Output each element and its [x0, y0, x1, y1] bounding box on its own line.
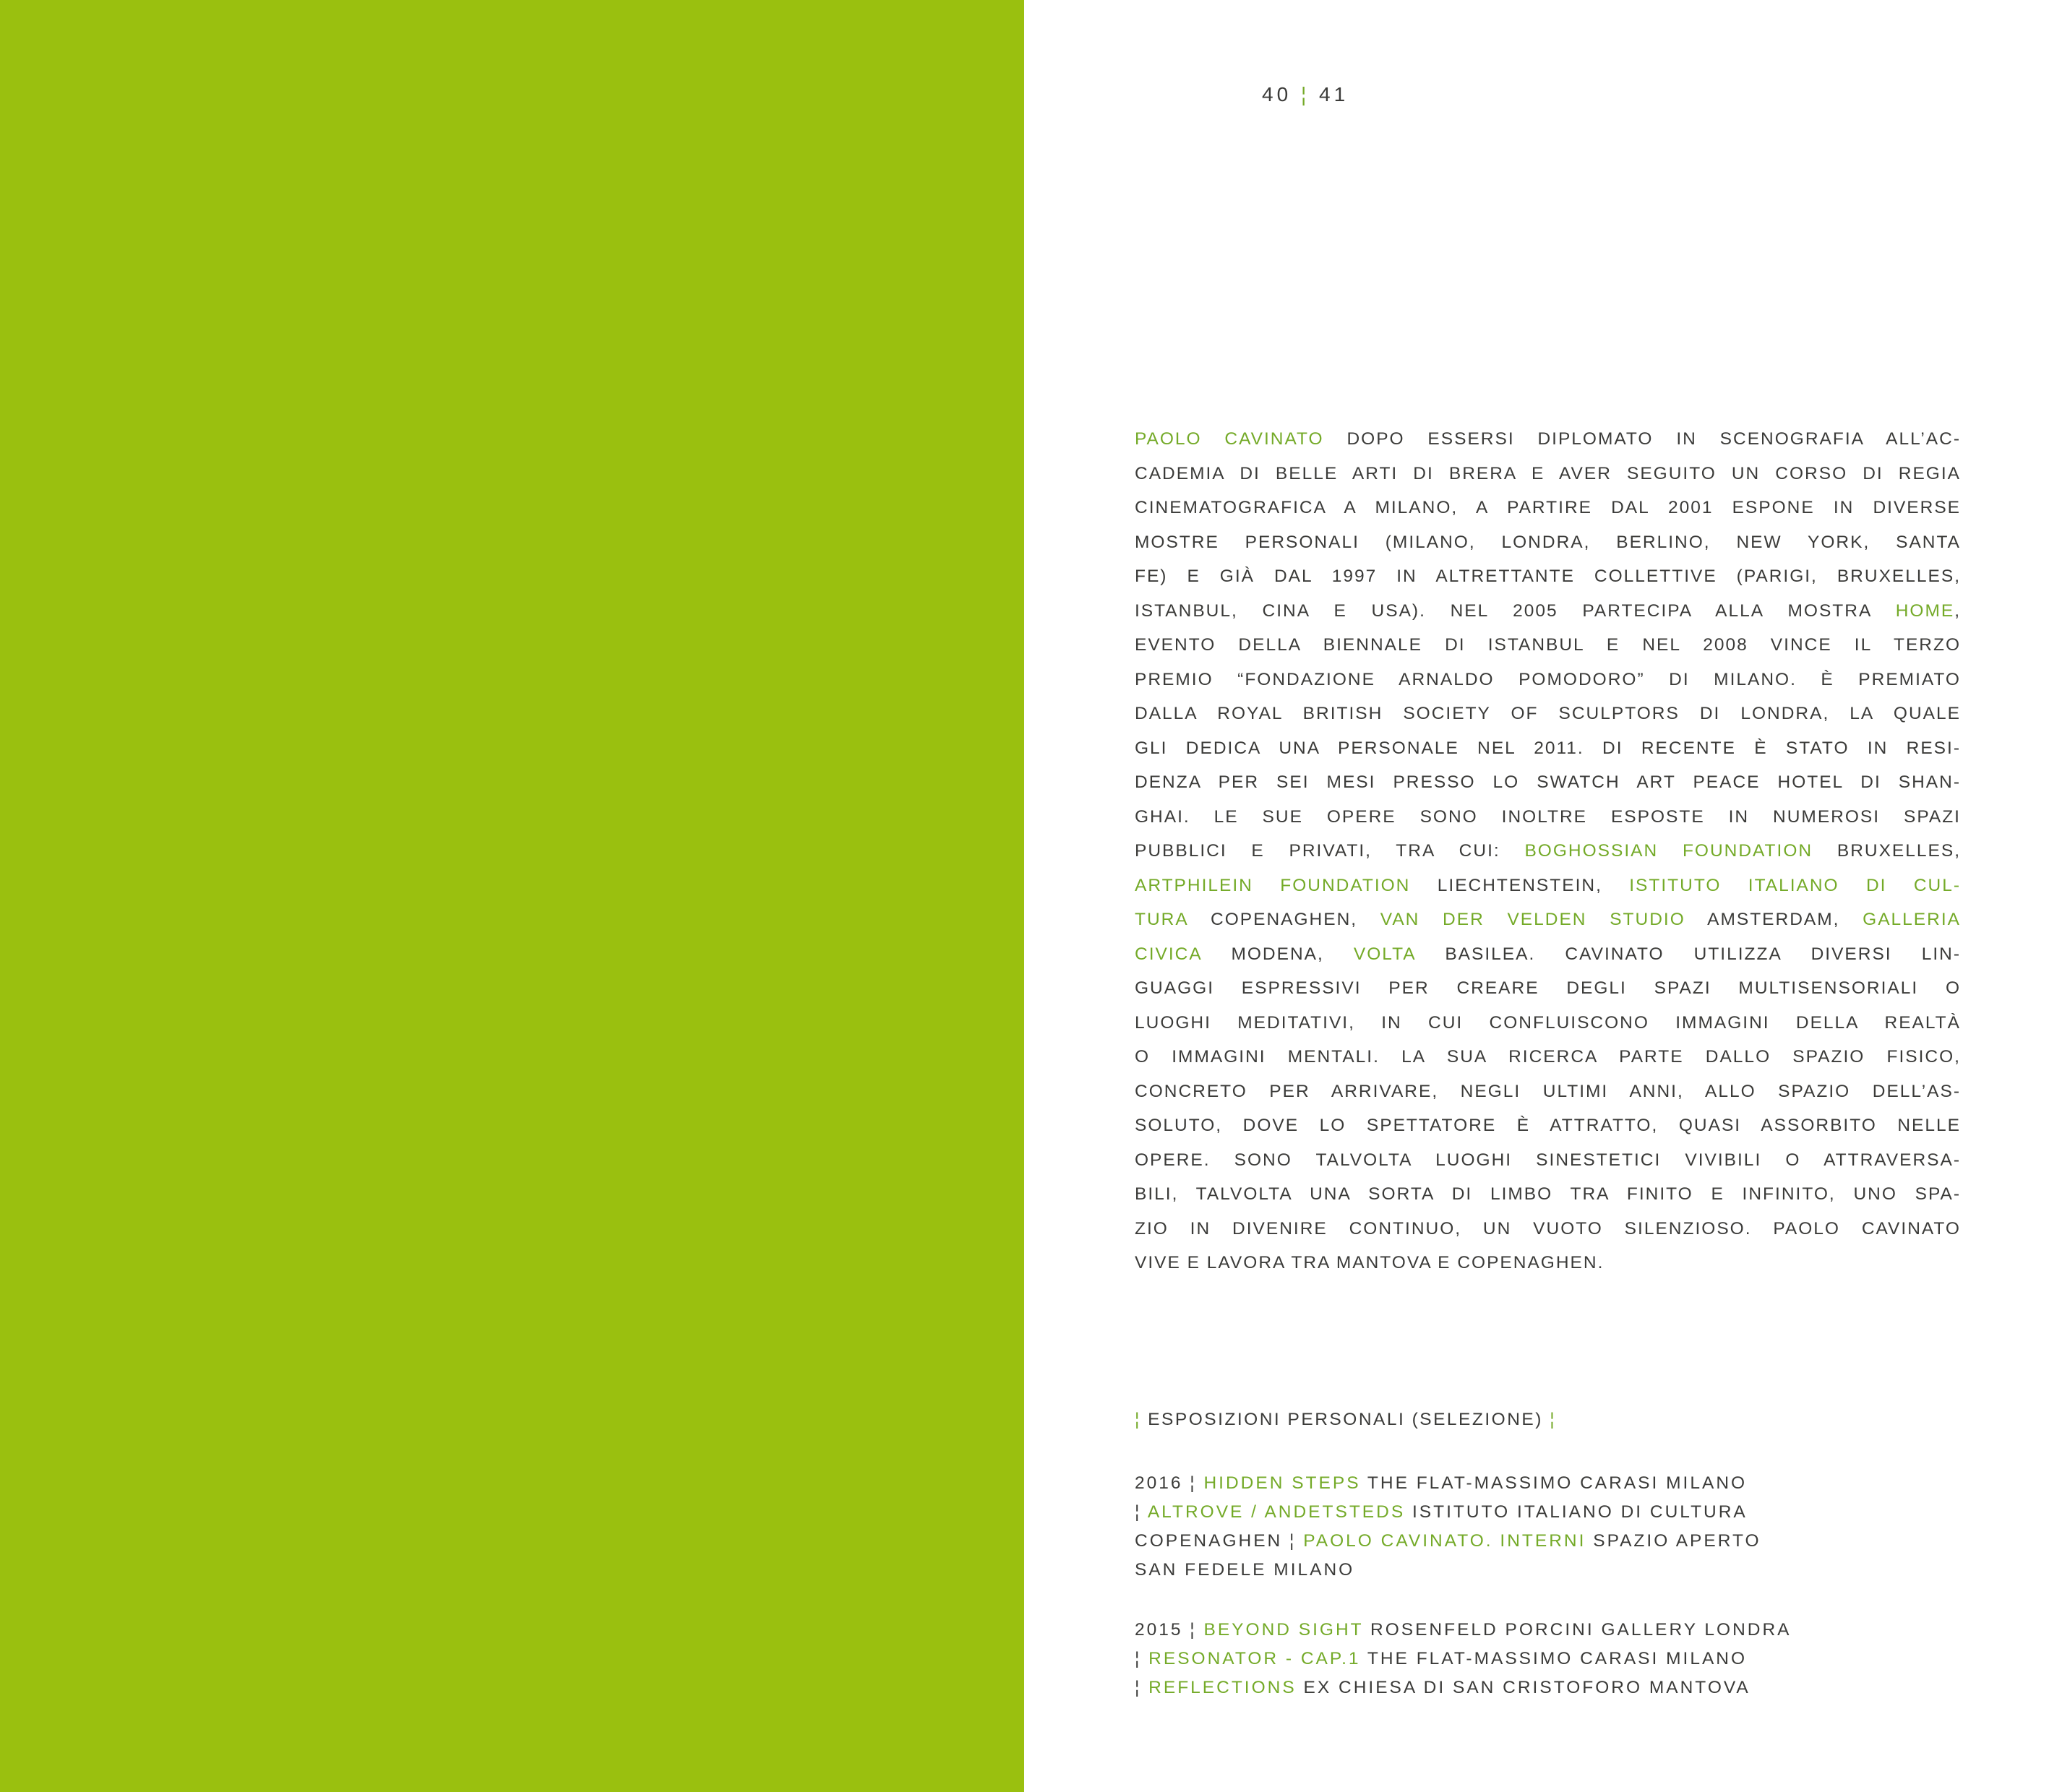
text-line — [1135, 1498, 1761, 1527]
plain-text: ZIO IN DIVENIRE CONTINUO, UN VUOTO SILENZIOSO. PAOLO CAVINATO — [1135, 1218, 1961, 1239]
text-line — [1135, 594, 1961, 629]
left-page-color-panel — [0, 0, 1024, 1792]
highlighted-text: REFLECTIONS — [1148, 1678, 1297, 1697]
plain-text: BASILEA. CAVINATO UTILIZZA DIVERSI LIN- — [1415, 944, 1961, 964]
text-line — [1135, 525, 1961, 560]
text-line — [1135, 731, 1961, 766]
plain-text: THE FLAT-MASSIMO CARASI MILANO — [1360, 1649, 1748, 1668]
highlighted-text: BOGHOSSIAN FOUNDATION — [1524, 841, 1813, 861]
plain-text: VIVE E LAVORA TRA MANTOVA E COPENAGHEN. — [1135, 1253, 1605, 1272]
plain-text: BRUXELLES, — [1813, 841, 1962, 861]
text-line — [1135, 937, 1961, 972]
page-numbers — [1262, 84, 1349, 105]
plain-text: ISTANBUL, CINA E USA). NEL 2005 PARTECIPA ALLA MOSTRA — [1135, 600, 1896, 621]
plain-text: GUAGGI ESPRESSIVI PER CREARE DEGLI SPAZI MULTISENSORIALI O — [1135, 978, 1961, 998]
text-line — [1135, 1212, 1961, 1246]
text-line — [1135, 1040, 1961, 1074]
text-line — [1135, 869, 1961, 903]
plain-text: BILI, TALVOLTA UNA SORTA DI LIMBO TRA FINITO E INFINITO, UNO SPA- — [1135, 1184, 1961, 1204]
plain-text: LIECHTENSTEIN, — [1410, 875, 1630, 895]
plain-text: DALLA ROYAL BRITISH SOCIETY OF SCULPTORS DI LONDRA, LA QUALE — [1135, 704, 1961, 723]
highlighted-text: ¦ — [1550, 1410, 1557, 1429]
text-line — [1135, 1108, 1961, 1143]
plain-text: 2016 ¦ — [1135, 1473, 1204, 1493]
highlighted-text: HOME — [1895, 600, 1955, 621]
plain-text: GLI DEDICA UNA PERSONALE NEL 2011. DI RECENTE È STATO IN RESI- — [1135, 738, 1961, 758]
plain-text: COPENAGHEN ¦ — [1135, 1531, 1304, 1551]
text-line — [1135, 971, 1961, 1006]
exhibition-group-2015 — [1135, 1616, 1792, 1702]
highlighted-text: CIVICA — [1135, 944, 1202, 964]
plain-text: ROSENFELD PORCINI GALLERY LONDRA — [1363, 1620, 1792, 1640]
text-line — [1135, 663, 1961, 697]
section-title-esposizioni-personali — [1135, 1408, 1556, 1432]
artist-bio-paragraph — [1135, 422, 1961, 1280]
highlighted-text: ISTITUTO ITALIANO DI CUL- — [1629, 875, 1961, 895]
text-line — [1135, 1246, 1961, 1280]
text-line — [1135, 834, 1961, 869]
text-line — [1135, 903, 1961, 937]
plain-text: SPAZIO APERTO — [1586, 1531, 1761, 1551]
plain-text: SAN FEDELE MILANO — [1135, 1560, 1355, 1580]
text-line — [1135, 457, 1961, 491]
plain-text: ¦ — [1135, 1678, 1149, 1697]
highlighted-text: ¦ — [1300, 83, 1310, 105]
highlighted-text: HIDDEN STEPS — [1203, 1473, 1361, 1493]
plain-text: OPERE. SONO TALVOLTA LUOGHI SINESTETICI VIVIBILI O ATTRAVERSA- — [1135, 1150, 1961, 1170]
text-line — [1135, 1006, 1961, 1041]
plain-text: ISTITUTO ITALIANO DI CULTURA — [1405, 1502, 1748, 1522]
text-line — [1135, 1645, 1792, 1673]
exhibition-group-2016 — [1135, 1469, 1761, 1585]
text-line — [1135, 628, 1961, 663]
plain-text: 41 — [1310, 83, 1349, 105]
plain-text: THE FLAT-MASSIMO CARASI MILANO — [1360, 1473, 1748, 1493]
plain-text: ¦ — [1135, 1502, 1148, 1522]
text-line — [1135, 491, 1961, 525]
highlighted-text: GALLERIA — [1863, 910, 1961, 929]
plain-text: ESPOSIZIONI PERSONALI (SELEZIONE) — [1141, 1410, 1550, 1429]
plain-text: GHAI. LE SUE OPERE SONO INOLTRE ESPOSTE IN NUMEROSI SPAZI — [1135, 806, 1961, 827]
highlighted-text: ALTROVE / ANDETSTEDS — [1147, 1502, 1406, 1522]
highlighted-text: VOLTA — [1353, 944, 1416, 964]
highlighted-text: PAOLO CAVINATO — [1135, 429, 1324, 449]
text-line — [1135, 1556, 1761, 1585]
highlighted-text: ¦ — [1135, 1410, 1141, 1429]
plain-text: COPENAGHEN, — [1187, 910, 1380, 929]
plain-text: MOSTRE PERSONALI (MILANO, LONDRA, BERLINO, NEW YORK, SANTA — [1135, 532, 1961, 552]
plain-text: , — [1954, 600, 1961, 621]
highlighted-text: TURA — [1135, 910, 1188, 929]
text-line — [1135, 800, 1961, 835]
text-line — [1135, 1469, 1761, 1498]
text-line — [1135, 559, 1961, 594]
plain-text: ¦ — [1135, 1649, 1149, 1668]
text-line — [1135, 1673, 1792, 1702]
plain-text: EVENTO DELLA BIENNALE DI ISTANBUL E NEL 2008 VINCE IL TERZO — [1135, 635, 1961, 655]
plain-text: MODENA, — [1201, 944, 1354, 964]
text-line — [1135, 422, 1961, 457]
highlighted-text: RESONATOR - CAP.1 — [1148, 1649, 1361, 1668]
plain-text: PUBBLICI E PRIVATI, TRA CUI: — [1135, 841, 1525, 861]
plain-text: LUOGHI MEDITATIVI, IN CUI CONFLUISCONO IMMAGINI DELLA REALTÀ — [1135, 1012, 1961, 1033]
plain-text: 40 — [1262, 83, 1301, 105]
text-line — [1135, 765, 1961, 800]
plain-text: CONCRETO PER ARRIVARE, NEGLI ULTIMI ANNI, ALLO SPAZIO DELL’AS- — [1135, 1081, 1961, 1101]
highlighted-text: VAN DER VELDEN STUDIO — [1380, 910, 1685, 929]
plain-text: CINEMATOGRAFICA A MILANO, A PARTIRE DAL 2001 ESPONE IN DIVERSE — [1135, 498, 1961, 517]
highlighted-text: BEYOND SIGHT — [1203, 1620, 1364, 1640]
plain-text: CADEMIA DI BELLE ARTI DI BRERA E AVER SEGUITO UN CORSO DI REGIA — [1135, 463, 1961, 483]
plain-text: EX CHIESA DI SAN CRISTOFORO MANTOVA — [1296, 1678, 1751, 1697]
plain-text: DOPO ESSERSI DIPLOMATO IN SCENOGRAFIA ALL’AC- — [1323, 429, 1961, 449]
text-line — [1135, 1143, 1961, 1178]
plain-text: 2015 ¦ — [1135, 1620, 1204, 1640]
text-line — [1135, 1616, 1792, 1645]
highlighted-text: ARTPHILEIN FOUNDATION — [1135, 875, 1411, 895]
text-line — [1135, 1177, 1961, 1212]
text-line — [1135, 697, 1961, 731]
plain-text: PREMIO “FONDAZIONE ARNALDO POMODORO” DI MILANO. È PREMIATO — [1135, 669, 1961, 689]
plain-text: DENZA PER SEI MESI PRESSO LO SWATCH ART PEACE HOTEL DI SHAN- — [1135, 772, 1961, 792]
plain-text: AMSTERDAM, — [1685, 910, 1863, 929]
plain-text: SOLUTO, DOVE LO SPETTATORE È ATTRATTO, QUASI ASSORBITO NELLE — [1135, 1116, 1961, 1135]
highlighted-text: PAOLO CAVINATO. INTERNI — [1303, 1531, 1586, 1551]
text-line — [1135, 1074, 1961, 1109]
plain-text: O IMMAGINI MENTALI. LA SUA RICERCA PARTE DALLO SPAZIO FISICO, — [1135, 1047, 1961, 1067]
text-line — [1135, 1527, 1761, 1556]
plain-text: FE) E GIÀ DAL 1997 IN ALTRETTANTE COLLETTIVE (PARIGI, BRUXELLES, — [1135, 567, 1961, 586]
